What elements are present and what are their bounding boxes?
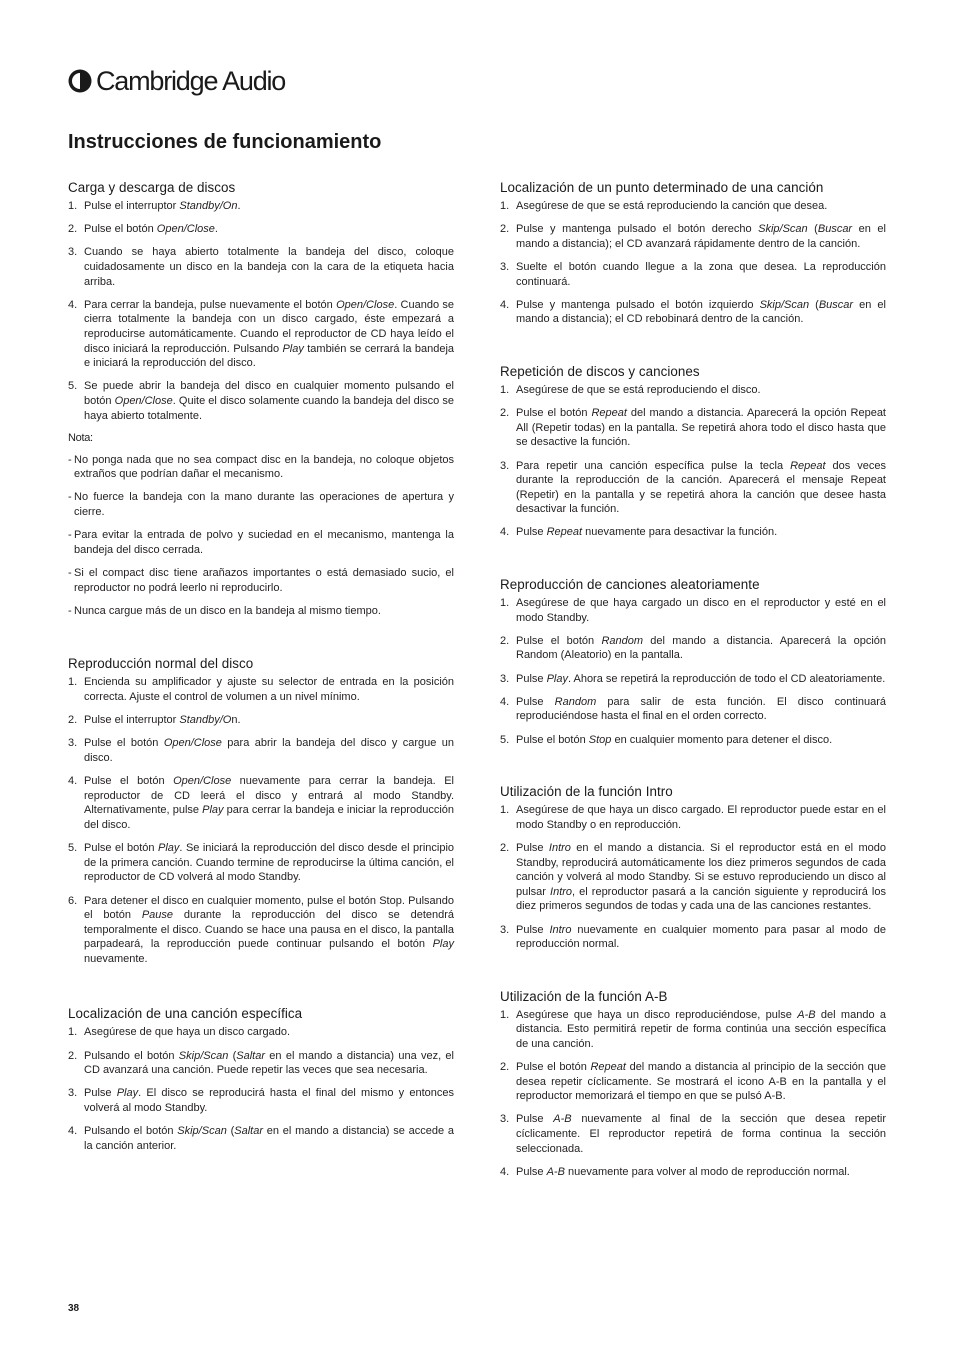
section-title: Carga y descarga de discos: [68, 180, 236, 195]
step-item: [500, 525, 886, 540]
step-number: 5.: [68, 380, 78, 393]
step-number: 2.: [68, 1049, 78, 1062]
step-item: [68, 1124, 454, 1153]
step-number: 1.: [500, 597, 510, 610]
note-dash: -: [68, 529, 72, 542]
step-number: 3.: [500, 260, 510, 273]
step-item: [68, 736, 454, 765]
step-list: [68, 199, 454, 423]
step-text: Pulse el botón Play. Se iniciará la reproducción del disco desde el principio de la primera canción. Cuando termine de reproducirse la última canción, el reproductor de CD volverá al modo Standby.: [84, 842, 454, 884]
step-number: 3.: [68, 246, 78, 259]
step-item: [500, 199, 886, 214]
step-number: 1.: [500, 1008, 510, 1021]
step-item: [500, 1165, 886, 1180]
step-text: Pulse Play. El disco se reproducirá hasta el final del mismo y entonces volverá al modo Standby.: [84, 1087, 454, 1115]
step-text: Encienda su amplificador y ajuste su selector de entrada en la posición correcta. Ajuste el control de volumen a un nivel mínimo.: [84, 676, 454, 703]
step-item: [68, 298, 454, 371]
step-number: 2.: [500, 1061, 510, 1074]
step-list: [68, 675, 454, 966]
step-list: [68, 1025, 454, 1153]
step-text: Pulse el botón Open/Close.: [84, 223, 218, 236]
step-item: [68, 841, 454, 885]
section-punto: [500, 180, 886, 327]
step-number: 6.: [68, 894, 78, 907]
step-text: Pulse y mantenga pulsado el botón derecho Skip/Scan (Buscar en el mando a distancia); el CD avanzará rápidamente dentro de la canción.: [516, 223, 886, 250]
step-text: Cuando se haya abierto totalmente la bandeja del disco, coloque cuidadosamente un disco en la bandeja con la cara de la etiqueta hacia arriba.: [84, 246, 454, 288]
step-text: Pulse A-B nuevamente al final de la sección que desea repetir cíclicamente. El reproductor repetirá de forma continua la sección seleccionada.: [516, 1113, 886, 1155]
page-title: Instrucciones de funcionamiento: [68, 131, 382, 153]
step-text: Asegúrese de que haya un disco cargado.: [84, 1026, 291, 1039]
step-item: [500, 672, 886, 687]
step-text: Pulse Intro en el mando a distancia. Si el reproductor está en el modo Standby, reproducirá automáticamente los diez primeros segundos de cada canción y volverá al modo Standby. Si se estuvo reproduciendo un disco al pulsar Intro, el reproductor pasará a la canción siguiente y reproducirá los diez primeros segundos de todas y cada una de las canciones restantes.: [516, 841, 886, 913]
step-text: Pulse el botón Open/Close para abrir la bandeja del disco y cargue un disco.: [84, 737, 454, 764]
step-item: [68, 1025, 454, 1040]
step-number: 1.: [68, 1026, 78, 1039]
step-number: 3.: [500, 459, 510, 472]
step-item: [500, 923, 886, 952]
note-text: Para evitar la entrada de polvo y suciedad en el mecanismo, mantenga la bandeja del disco cerrada.: [74, 529, 454, 556]
note-text: No fuerce la bandeja con la mano durante las operaciones de apertura y cierre.: [74, 491, 454, 519]
step-number: 1.: [500, 200, 510, 212]
step-item: [500, 222, 886, 251]
note-label: Nota:: [68, 431, 93, 444]
section-title: Utilización de la función Intro: [500, 784, 673, 800]
step-item: [68, 894, 454, 967]
step-item: [68, 1049, 454, 1078]
step-number: 3.: [500, 1113, 510, 1126]
step-number: 2.: [500, 634, 510, 647]
right-column: [500, 180, 886, 1223]
section-title: Localización de un punto determinado de una canción: [500, 180, 824, 195]
note-dash: -: [68, 604, 72, 617]
step-item: [68, 222, 454, 237]
step-item: [500, 634, 886, 663]
step-text: Suelte el botón cuando llegue a la zona que desea. La reproducción continuará.: [516, 260, 886, 288]
step-item: [68, 1086, 454, 1115]
step-number: 4.: [500, 298, 510, 311]
section-repeticion: [500, 364, 886, 540]
step-number: 5.: [68, 842, 78, 855]
section-aleatoria: [500, 577, 886, 747]
step-item: [68, 379, 454, 423]
step-text: Pulse el interruptor Standby/On.: [84, 714, 241, 727]
step-text: Asegúrese de que haya cargado un disco en el reproductor y esté en el modo Standby.: [516, 597, 886, 624]
step-number: 1.: [68, 676, 78, 689]
step-text: Pulse Intro nuevamente en cualquier momento para pasar al modo de reproducción normal.: [516, 923, 886, 951]
step-item: [68, 713, 454, 728]
step-item: [500, 841, 886, 914]
step-item: [500, 1060, 886, 1104]
step-text: Asegúrese que haya un disco reproduciéndose, pulse A-B del mando a distancia. Esto permitirá repetir de forma continúa una sección específica de una canción.: [516, 1008, 887, 1050]
note-item: [68, 453, 454, 482]
step-item: [500, 803, 886, 832]
note-dash: -: [68, 453, 72, 466]
section-title: Localización de una canción específica: [68, 1006, 303, 1022]
step-text: Pulse A-B nuevamente para volver al modo de reproducción normal.: [516, 1165, 850, 1178]
step-item: [500, 260, 886, 289]
note-dash: -: [68, 491, 72, 504]
step-item: [500, 695, 886, 724]
step-list: [500, 1008, 886, 1180]
step-number: 3.: [500, 923, 510, 936]
step-text: Pulse el interruptor Standby/On.: [84, 200, 241, 212]
step-item: [500, 406, 886, 450]
step-item: [68, 199, 454, 214]
section-title: Reproducción de canciones aleatoriamente: [500, 577, 760, 593]
step-text: Se puede abrir la bandeja del disco en cualquier momento pulsando el botón Open/Close. Quite el disco solamente cuando la bandeja del disco se haya abierto totalmente.: [84, 380, 454, 422]
step-number: 4.: [68, 775, 78, 788]
step-text: Pulse el botón Stop en cualquier momento para detener el disco.: [516, 733, 833, 746]
step-item: [68, 245, 454, 289]
step-text: Pulsando el botón Skip/Scan (Saltar en el mando a distancia) se accede a la canción anterior.: [84, 1125, 454, 1152]
step-text: Asegúrese de que se está reproduciendo la canción que desea.: [516, 200, 828, 212]
step-list: [500, 596, 886, 747]
step-text: Pulse el botón Open/Close nuevamente para cerrar la bandeja. El reproductor de CD leerá el disco y entrará al modo Standby. Alternativamente, pulse Play para cerrar la bandeja e iniciar la reproducción del disco.: [84, 775, 455, 831]
step-list: [500, 803, 886, 952]
step-number: 2.: [68, 714, 78, 727]
step-text: Para detener el disco en cualquier momento, pulse el botón Stop. Pulsando el botón Pause durante la reproducción del disco se detendrá temporalmente el disco. Cuando se hace una pausa en el disco, la pantalla parpadeará, la reproducción puede continuar pulsando el botón Play nuevamente.: [84, 894, 455, 965]
note-item: [68, 490, 454, 519]
step-text: Pulsando el botón Skip/Scan (Saltar en el mando a distancia) una vez, el CD avanzará una canción. Puede repetir las veces que sea necesaria.: [84, 1049, 454, 1077]
note-list: [68, 453, 454, 619]
step-item: [500, 596, 886, 625]
step-number: 2.: [500, 841, 510, 854]
step-item: [68, 774, 454, 832]
section-title: Utilización de la función A-B: [500, 988, 668, 1004]
step-text: Pulse Play. Ahora se repetirá la reproducción de todo el CD aleatoriamente.: [516, 672, 886, 685]
step-item: [500, 383, 886, 398]
step-item: [500, 298, 886, 327]
step-list: [500, 383, 886, 540]
step-number: 2.: [500, 407, 510, 420]
section-title: Reproducción normal del disco: [68, 656, 254, 672]
step-list: [500, 199, 886, 327]
note-dash: -: [68, 567, 72, 580]
step-text: Para cerrar la bandeja, pulse nuevamente el botón Open/Close. Cuando se cierra totalmente la bandeja con un disco cargado, éste empezará a reproducirse automáticamente. Cuando el reproductor de CD haya leído el disco iniciará la reproducción. Pulsando Play también se cerrará la bandeja e iniciará la reproducción del disco.: [84, 298, 455, 370]
step-text: Pulse el botón Random del mando a distancia. Aparecerá la opción Random (Aleatorio) en la pantalla.: [516, 634, 886, 662]
step-text: Para repetir una canción específica pulse la tecla Repeat dos veces durante la reproducción de la canción. Aparecerá el mensaje Repeat (Repetir) en la pantalla y se repetirá ahora la canción que desee hasta desactivar la función.: [516, 459, 886, 516]
step-number: 4.: [500, 1165, 510, 1178]
step-text: Pulse el botón Repeat del mando a distancia al principio de la sección que desea repetir cíclicamente. Se mostrará el icono A-B en la pantalla y el reproductor memorizará el tiempo en que se pulsó A-B.: [516, 1061, 886, 1103]
step-text: Pulse el botón Repeat del mando a distancia. Aparecerá la opción Repeat All (Repetir todas) en la pantalla. Se repetirá ahora todo el disco hasta que se desactive la función.: [516, 407, 886, 449]
note-text: No ponga nada que no sea compact disc en la bandeja, no coloque objetos extraños que podrían dañar el mecanismo.: [74, 453, 454, 481]
note-item: [68, 528, 454, 557]
step-number: 2.: [68, 223, 78, 236]
step-text: Pulse y mantenga pulsado el botón izquierdo Skip/Scan (Buscar en el mando a distancia); el CD rebobinará dentro de la canción.: [516, 298, 886, 326]
step-item: [500, 1112, 886, 1156]
step-number: 4.: [68, 298, 78, 311]
note-item: [68, 566, 454, 595]
step-item: [500, 1008, 886, 1052]
section-intro: [500, 784, 886, 952]
step-text: Pulse Repeat nuevamente para desactivar la función.: [516, 526, 778, 539]
step-number: 4.: [500, 695, 510, 708]
step-text: Asegúrese de que haya un disco cargado. El reproductor puede estar en el modo Standby o en reproducción.: [516, 804, 886, 831]
brand-name: Cambridge Audio: [96, 66, 286, 96]
step-item: [68, 675, 454, 704]
step-item: [500, 459, 886, 517]
section-normal: [68, 656, 454, 966]
step-number: 1.: [68, 200, 78, 212]
section-title: Repetición de discos y canciones: [500, 363, 700, 379]
section-especifica: [68, 1006, 454, 1153]
step-number: 1.: [500, 383, 510, 396]
step-number: 2.: [500, 223, 510, 236]
note-text: Si el compact disc tiene arañazos importantes o está demasiado sucio, el reproductor no podrá leerlo ni reproducirlo.: [74, 567, 454, 594]
step-number: 3.: [68, 737, 78, 750]
step-text: Asegúrese de que se está reproduciendo el disco.: [516, 383, 761, 396]
step-number: 3.: [500, 672, 510, 685]
step-item: [500, 733, 886, 748]
cambridge-audio-logo-icon: [68, 69, 92, 93]
section-carga: [68, 180, 454, 618]
step-number: 4.: [68, 1125, 78, 1138]
left-column: [68, 180, 454, 1197]
note-item: [68, 604, 454, 619]
brand-logo: [68, 66, 285, 96]
step-number: 5.: [500, 733, 510, 746]
page-number: 38: [68, 1303, 80, 1314]
note-text: Nunca cargue más de un disco en la bandeja al mismo tiempo.: [74, 604, 381, 617]
step-number: 3.: [68, 1087, 78, 1100]
step-number: 1.: [500, 804, 510, 817]
section-ab: [500, 989, 886, 1180]
step-number: 4.: [500, 526, 510, 539]
step-text: Pulse Random para salir de esta función. El disco continuará reproduciéndose hasta el final en el orden correcto.: [516, 695, 886, 723]
